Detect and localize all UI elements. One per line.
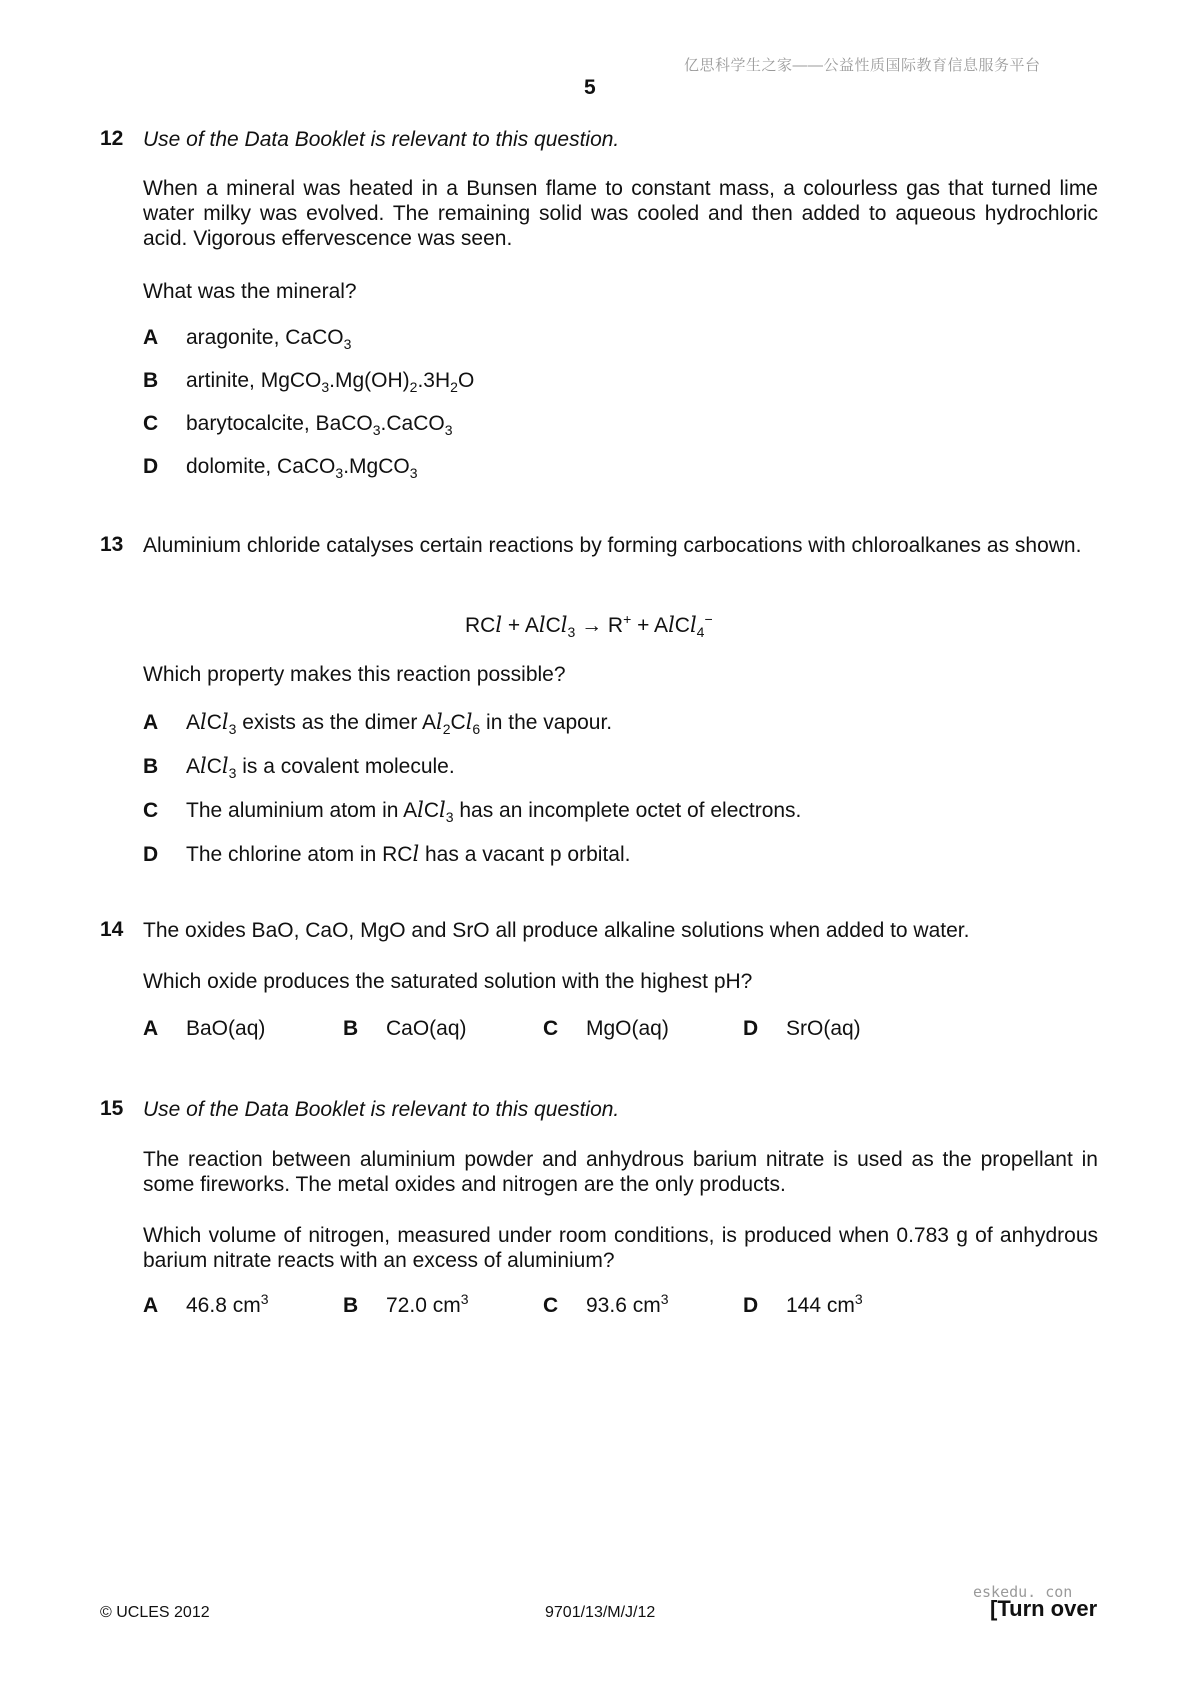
q14-option-c-text[interactable]: MgO(aq) [586,1017,669,1040]
question-13-prompt: Which property makes this reaction possible? [143,663,566,686]
q13-option-b[interactable]: B AlCl$_3$ is a covalent molecule. [143,754,455,782]
q12-option-d[interactable]: D dolomite, CaCO$_3$.MgCO$_3$ [143,455,418,482]
question-13-stem: Aluminium chloride catalyses certain reactions by forming carbocations with chloroalkanes as shown. [143,534,1082,557]
q15-option-c-letter[interactable]: C [543,1294,559,1317]
q14-option-b-letter[interactable]: B [343,1017,359,1040]
watermark-footer: eskedu. con [973,1583,1073,1601]
q14-option-d-text[interactable]: SrO(aq) [786,1017,861,1040]
q14-option-a-text[interactable]: BaO(aq) [186,1017,266,1040]
option-letter: D [143,455,159,478]
option-letter: A [143,711,159,734]
q15-option-a-text[interactable]: 46.8 $cm^3$ [186,1291,269,1317]
question-12-note: Use of the Data Booklet is relevant to this question. [143,128,620,151]
question-14-stem: The oxides BaO, CaO, MgO and SrO all produce alkaline solutions when added to water. [143,919,970,942]
q15-option-d-text[interactable]: 144 $cm^3$ [786,1291,863,1317]
option-letter: A [143,326,159,349]
question-13-number: 13 [100,533,124,556]
option-letter: B [143,755,159,778]
question-15-number: 15 [100,1097,124,1120]
q14-option-c-letter[interactable]: C [543,1017,559,1040]
q15-option-b-letter[interactable]: B [343,1294,359,1317]
page-number: 5 [584,76,596,99]
q14-option-a-letter[interactable]: A [143,1017,159,1040]
option-letter: D [143,843,159,866]
option-letter: C [143,799,159,822]
q12-option-c[interactable]: C barytocalcite, BaCO$_3$.CaCO$_3$ [143,412,453,439]
q15-option-a-letter[interactable]: A [143,1294,159,1317]
question-14-number: 14 [100,918,124,941]
option-letter: C [143,412,159,435]
q13-option-a[interactable]: A AlCl$_3$ exists as the dimer $Al_2Cl_6$ in the vapour. [143,710,613,738]
q12-option-b[interactable]: B artinite, $MgCO_3.Mg(OH)_2.3H_2O$ [143,369,475,396]
q15-option-c-text[interactable]: 93.6 $cm^3$ [586,1291,669,1317]
question-14-prompt: Which oxide produces the saturated solution with the highest pH? [143,970,753,993]
question-12-number: 12 [100,127,124,150]
turn-over-label: [Turn over [990,1596,1098,1621]
reaction-equation: RCl + AlCl$_3$ → R+ + AlCl$_4$− [465,611,713,641]
question-15-prompt: Which volume of nitrogen, measured under room conditions, is produced when 0.783 g of anhydrous barium nitrate reacts with an excess of aluminium? [143,1224,1098,1272]
q15-option-b-text[interactable]: 72.0 $cm^3$ [386,1291,469,1317]
q14-option-d-letter[interactable]: D [743,1017,759,1040]
q14-option-b-text[interactable]: CaO(aq) [386,1017,467,1040]
question-12-prompt: What was the mineral? [143,280,357,303]
q12-option-a[interactable]: A aragonite, CaCO$_3$ [143,326,352,353]
paper-code: 9701/13/M/J/12 [545,1604,656,1621]
q15-option-d-letter[interactable]: D [743,1294,759,1317]
question-12-stem: When a mineral was heated in a Bunsen flame to constant mass, a colourless gas that turned lime water milky was evolved. The remaining solid was cooled and then added to aqueous hydrochloric acid. Vigorous effervescence was seen. [143,177,1098,250]
option-letter: B [143,369,159,392]
copyright: © UCLES 2012 [100,1604,210,1621]
q13-option-d[interactable]: D The chlorine atom in RCl has a vacant p orbital. [143,842,631,866]
watermark-header: 亿思科学生之家——公益性质国际教育信息服务平台 [684,57,1041,74]
question-15-stem: The reaction between aluminium powder and anhydrous barium nitrate is used as the propellant in some fireworks. The metal oxides and nitrogen are the only products. [143,1148,1098,1196]
question-15-note: Use of the Data Booklet is relevant to this question. [143,1098,620,1121]
q13-option-c[interactable]: C The aluminium atom in AlCl$_3$ has an incomplete octet of electrons. [143,798,802,826]
